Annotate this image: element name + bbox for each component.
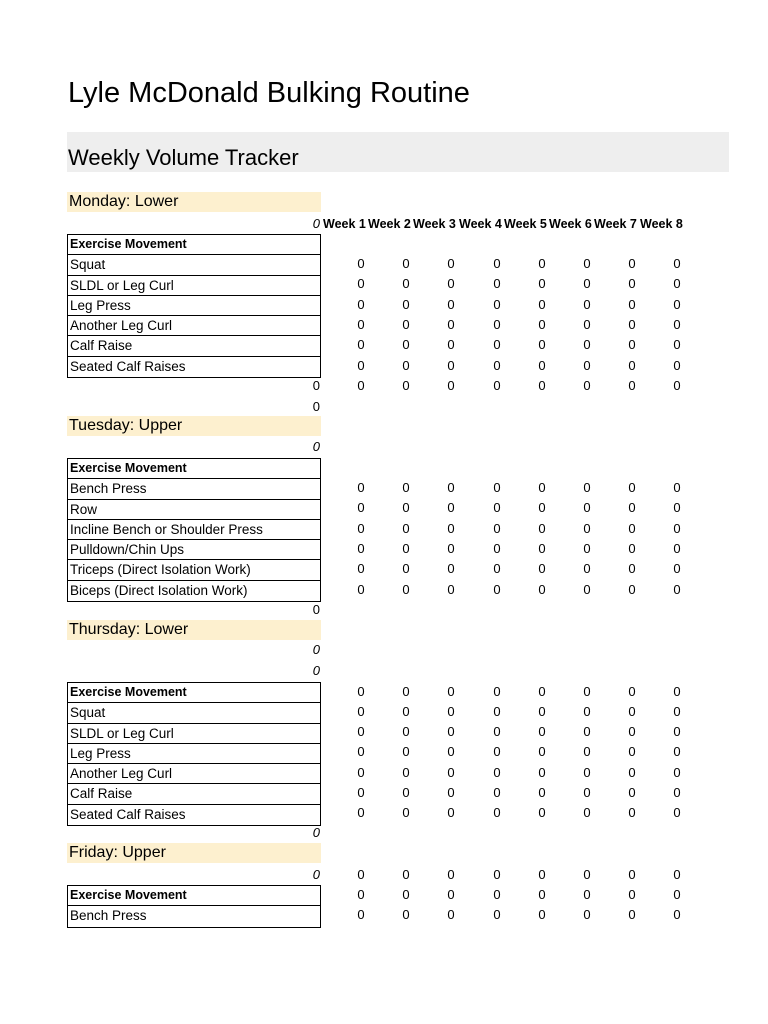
exercise-name: Squat [68, 703, 320, 723]
cell-value: 0 [583, 358, 591, 373]
cell-value: 0 [402, 541, 410, 556]
exercise-name: Another Leg Curl [68, 764, 320, 784]
cell-value: 0 [402, 907, 410, 922]
cell-value: 0 [493, 480, 501, 495]
exercise-name: Leg Press [68, 744, 320, 764]
exercise-name: Calf Raise [68, 784, 320, 804]
exercise-name: Bench Press [68, 479, 320, 499]
cell-value: 0 [447, 541, 455, 556]
day-label-tuesday: Tuesday: Upper [67, 416, 321, 436]
cell-value: 0 [628, 256, 636, 271]
cell-value: 0 [493, 785, 501, 800]
cell-value: 0 [357, 765, 365, 780]
cell-value: 0 [538, 785, 546, 800]
cell-value: 0 [357, 684, 365, 699]
cell-value: 0 [357, 500, 365, 515]
cell-value: 0 [628, 276, 636, 291]
cell-value: 0 [447, 684, 455, 699]
cell-value: 0 [583, 297, 591, 312]
cell-value: 0 [357, 887, 365, 902]
cell-value: 0 [538, 358, 546, 373]
cell-value: 0 [357, 521, 365, 536]
day-label-friday: Friday: Upper [67, 843, 321, 863]
exercise-header: Exercise Movement [68, 683, 320, 703]
cell-value: 0 [628, 297, 636, 312]
cell-value: 0 [673, 378, 681, 393]
cell-value: 0 [402, 744, 410, 759]
cell-value: 0 [583, 724, 591, 739]
cell-value: 0 [673, 765, 681, 780]
cell-value: 0 [493, 276, 501, 291]
cell-value: 0 [447, 805, 455, 820]
cell-value: 0 [628, 480, 636, 495]
cell-value: 0 [357, 297, 365, 312]
cell-value: 0 [447, 907, 455, 922]
cell-value: 0 [583, 785, 591, 800]
cell-value: 0 [673, 541, 681, 556]
cell-value: 0 [673, 337, 681, 352]
cell-value: 0 [357, 541, 365, 556]
cell-value: 0 [357, 867, 365, 882]
cell-value: 0 [312, 663, 320, 678]
cell-value: 0 [447, 561, 455, 576]
cell-value: 0 [583, 561, 591, 576]
cell-value: 0 [673, 867, 681, 882]
cell-value: 0 [673, 480, 681, 495]
week-header: Week 1 [323, 217, 366, 231]
exercise-name: Biceps (Direct Isolation Work) [70, 582, 248, 598]
exercise-name: Leg Press [68, 296, 320, 316]
cell-value: 0 [583, 704, 591, 719]
cell-value: 0 [628, 358, 636, 373]
cell-value: 0 [357, 907, 365, 922]
cell-value: 0 [538, 317, 546, 332]
cell-value: 0 [538, 867, 546, 882]
cell-value: 0 [402, 704, 410, 719]
cell-value: 0 [583, 337, 591, 352]
cell-value: 0 [628, 582, 636, 597]
cell-value: 0 [628, 561, 636, 576]
cell-value: 0 [493, 684, 501, 699]
cell-value: 0 [357, 256, 365, 271]
cell-value: 0 [628, 887, 636, 902]
cell-value: 0 [447, 480, 455, 495]
cell-value: 0 [493, 704, 501, 719]
cell-value: 0 [447, 887, 455, 902]
cell-value: 0 [493, 500, 501, 515]
cell-value: 0 [628, 785, 636, 800]
week-header: Week 5 [504, 217, 547, 231]
cell-value: 0 [447, 521, 455, 536]
cell-value: 0 [493, 521, 501, 536]
week-header-prefix: 0 [312, 216, 320, 231]
cell-value: 0 [493, 378, 501, 393]
cell-value: 0 [628, 805, 636, 820]
cell-value: 0 [628, 907, 636, 922]
cell-value: 0 [673, 805, 681, 820]
cell-value: 0 [357, 785, 365, 800]
cell-value: 0 [628, 521, 636, 536]
cell-value: 0 [583, 582, 591, 597]
cell-value: 0 [673, 582, 681, 597]
week-header: Week 3 [413, 217, 456, 231]
cell-value: 0 [402, 561, 410, 576]
cell-value: 0 [402, 765, 410, 780]
cell-value: 0 [312, 642, 320, 657]
cell-value: 0 [493, 867, 501, 882]
cell-value: 0 [402, 276, 410, 291]
page-title: Lyle McDonald Bulking Routine [68, 77, 470, 109]
cell-value: 0 [447, 358, 455, 373]
cell-value: 0 [357, 276, 365, 291]
cell-value: 0 [402, 317, 410, 332]
cell-value: 0 [402, 684, 410, 699]
cell-value: 0 [402, 256, 410, 271]
cell-value: 0 [447, 500, 455, 515]
cell-value: 0 [447, 867, 455, 882]
exercise-name: SLDL or Leg Curl [68, 276, 320, 296]
cell-value: 0 [673, 907, 681, 922]
cell-value: 0 [583, 378, 591, 393]
cell-value: 0 [673, 521, 681, 536]
cell-value: 0 [583, 887, 591, 902]
cell-value: 0 [538, 887, 546, 902]
cell-value: 0 [402, 480, 410, 495]
cell-value: 0 [493, 582, 501, 597]
cell-value: 0 [583, 500, 591, 515]
cell-value: 0 [312, 399, 320, 414]
week-header: Week 4 [459, 217, 502, 231]
exercise-name: Bench Press [70, 908, 147, 924]
cell-value: 0 [402, 378, 410, 393]
cell-value: 0 [583, 541, 591, 556]
cell-value: 0 [402, 887, 410, 902]
cell-value: 0 [447, 378, 455, 393]
cell-value: 0 [538, 256, 546, 271]
cell-value: 0 [538, 541, 546, 556]
cell-value: 0 [538, 724, 546, 739]
cell-value: 0 [493, 541, 501, 556]
cell-value: 0 [312, 378, 320, 393]
cell-value: 0 [357, 358, 365, 373]
cell-value: 0 [447, 785, 455, 800]
cell-value: 0 [673, 887, 681, 902]
cell-value: 0 [583, 765, 591, 780]
week-header: Week 7 [594, 217, 637, 231]
cell-value: 0 [538, 561, 546, 576]
cell-value: 0 [628, 744, 636, 759]
cell-value: 0 [402, 582, 410, 597]
cell-value: 0 [583, 521, 591, 536]
cell-value: 0 [628, 337, 636, 352]
cell-value: 0 [493, 297, 501, 312]
cell-value: 0 [628, 541, 636, 556]
cell-value: 0 [673, 358, 681, 373]
cell-value: 0 [538, 276, 546, 291]
cell-value: 0 [538, 337, 546, 352]
cell-value: 0 [673, 785, 681, 800]
day-label-thursday: Thursday: Lower [67, 620, 321, 640]
cell-value: 0 [402, 785, 410, 800]
cell-value: 0 [357, 480, 365, 495]
cell-value: 0 [673, 724, 681, 739]
cell-value: 0 [447, 744, 455, 759]
cell-value: 0 [673, 317, 681, 332]
cell-value: 0 [538, 378, 546, 393]
cell-value: 0 [628, 765, 636, 780]
cell-value: 0 [402, 521, 410, 536]
exercise-name: Squat [68, 255, 320, 275]
cell-value: 0 [493, 337, 501, 352]
cell-value: 0 [673, 276, 681, 291]
cell-value: 0 [538, 521, 546, 536]
cell-value: 0 [357, 378, 365, 393]
cell-value: 0 [447, 582, 455, 597]
cell-value: 0 [538, 765, 546, 780]
cell-value: 0 [538, 704, 546, 719]
exercise-name: Incline Bench or Shoulder Press [68, 520, 320, 540]
exercise-name: Triceps (Direct Isolation Work) [68, 560, 320, 580]
cell-value: 0 [402, 867, 410, 882]
cell-value: 0 [493, 256, 501, 271]
cell-value: 0 [628, 317, 636, 332]
cell-value: 0 [312, 602, 320, 617]
cell-value: 0 [493, 765, 501, 780]
cell-value: 0 [402, 337, 410, 352]
cell-value: 0 [673, 684, 681, 699]
cell-value: 0 [538, 582, 546, 597]
cell-value: 0 [447, 337, 455, 352]
cell-value: 0 [402, 805, 410, 820]
cell-value: 0 [447, 256, 455, 271]
cell-value: 0 [628, 704, 636, 719]
cell-value: 0 [447, 276, 455, 291]
cell-value: 0 [357, 561, 365, 576]
cell-value: 0 [538, 744, 546, 759]
cell-value: 0 [583, 805, 591, 820]
exercise-header: Exercise Movement [68, 886, 320, 906]
cell-value: 0 [357, 724, 365, 739]
day-label-monday: Monday: Lower [67, 192, 321, 212]
cell-value: 0 [583, 867, 591, 882]
cell-value: 0 [402, 500, 410, 515]
cell-value: 0 [447, 297, 455, 312]
week-header: Week 2 [368, 217, 411, 231]
exercise-name: Calf Raise [68, 336, 320, 356]
cell-value: 0 [583, 317, 591, 332]
cell-value: 0 [493, 887, 501, 902]
cell-value: 0 [673, 561, 681, 576]
exercise-name: Another Leg Curl [68, 316, 320, 336]
cell-value: 0 [357, 744, 365, 759]
week-header: Week 6 [549, 217, 592, 231]
exercise-name: Row [68, 500, 320, 520]
cell-value: 0 [312, 439, 320, 454]
cell-value: 0 [583, 684, 591, 699]
cell-value: 0 [673, 500, 681, 515]
cell-value: 0 [402, 358, 410, 373]
cell-value: 0 [628, 500, 636, 515]
cell-value: 0 [583, 907, 591, 922]
cell-value: 0 [493, 744, 501, 759]
cell-value: 0 [628, 378, 636, 393]
cell-value: 0 [583, 744, 591, 759]
cell-value: 0 [312, 867, 320, 882]
cell-value: 0 [357, 704, 365, 719]
cell-value: 0 [538, 480, 546, 495]
cell-value: 0 [493, 317, 501, 332]
cell-value: 0 [538, 805, 546, 820]
cell-value: 0 [628, 684, 636, 699]
exercise-header: Exercise Movement [68, 459, 320, 479]
cell-value: 0 [402, 724, 410, 739]
exercise-name: SLDL or Leg Curl [68, 724, 320, 744]
cell-value: 0 [447, 724, 455, 739]
cell-value: 0 [357, 582, 365, 597]
exercise-header: Exercise Movement [68, 235, 320, 255]
cell-value: 0 [673, 256, 681, 271]
cell-value: 0 [583, 480, 591, 495]
cell-value: 0 [583, 276, 591, 291]
cell-value: 0 [538, 500, 546, 515]
exercise-name: Seated Calf Raises [70, 806, 186, 822]
cell-value: 0 [493, 358, 501, 373]
cell-value: 0 [538, 684, 546, 699]
cell-value: 0 [447, 317, 455, 332]
week-header: Week 8 [640, 217, 683, 231]
cell-value: 0 [493, 724, 501, 739]
cell-value: 0 [493, 907, 501, 922]
exercise-name: Pulldown/Chin Ups [68, 540, 320, 560]
cell-value: 0 [402, 297, 410, 312]
cell-value: 0 [583, 256, 591, 271]
cell-value: 0 [447, 765, 455, 780]
cell-value: 0 [538, 907, 546, 922]
cell-value: 0 [673, 297, 681, 312]
section-title: Weekly Volume Tracker [68, 145, 299, 170]
cell-value: 0 [538, 297, 546, 312]
cell-value: 0 [493, 561, 501, 576]
cell-value: 0 [357, 317, 365, 332]
cell-value: 0 [628, 867, 636, 882]
cell-value: 0 [673, 744, 681, 759]
cell-value: 0 [673, 704, 681, 719]
cell-value: 0 [493, 805, 501, 820]
cell-value: 0 [447, 704, 455, 719]
cell-value: 0 [357, 337, 365, 352]
cell-value: 0 [357, 805, 365, 820]
cell-value: 0 [628, 724, 636, 739]
cell-value: 0 [312, 825, 320, 840]
exercise-name: Seated Calf Raises [70, 358, 186, 374]
